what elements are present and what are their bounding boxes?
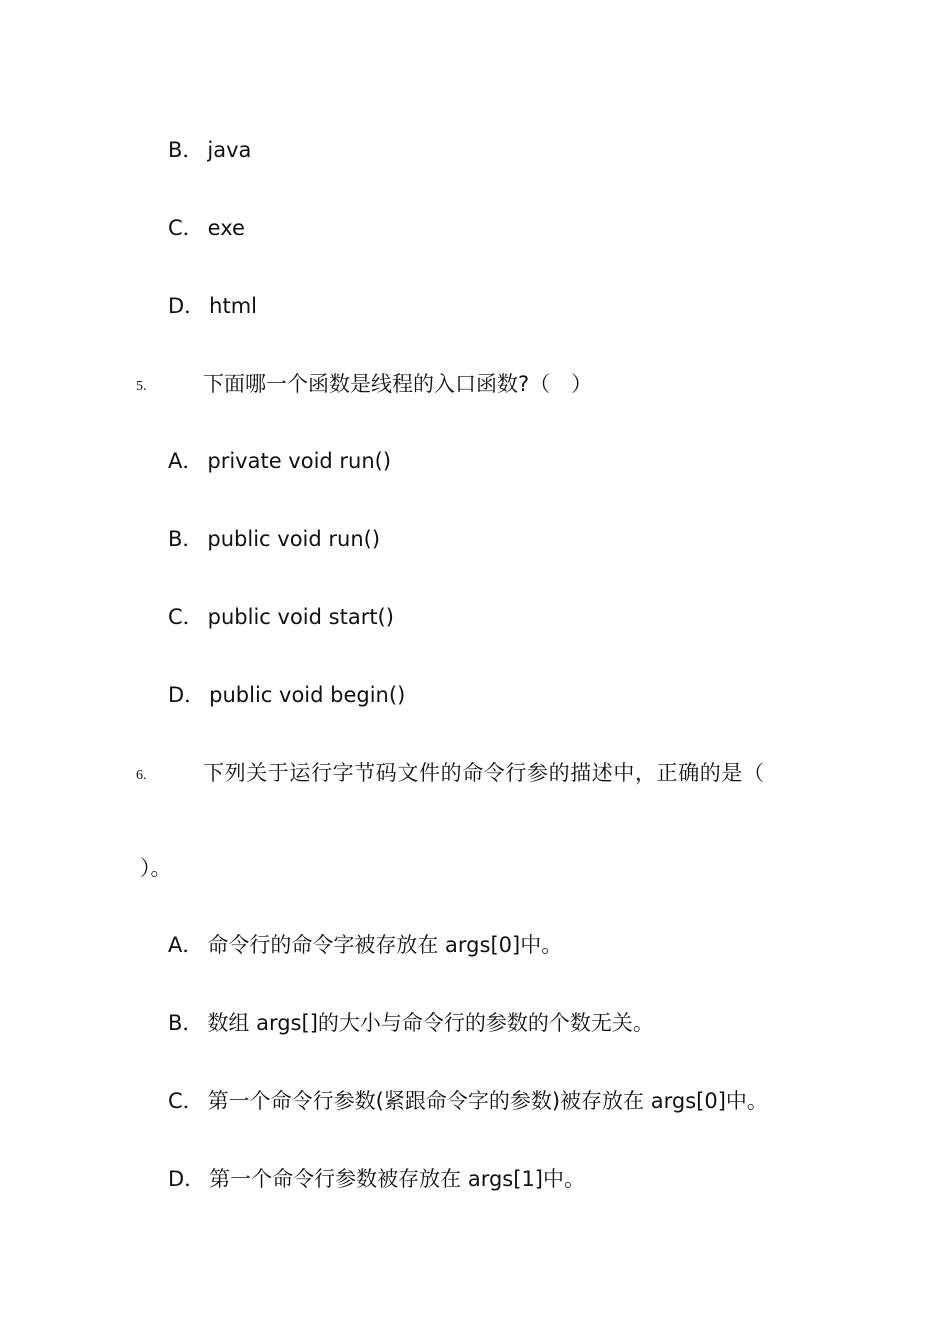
- option-letter: A．: [168, 449, 204, 473]
- q6-option-b: [168, 1010, 654, 1036]
- option-text: 第一个命令行参数被存放在 args[1]中。: [209, 1167, 585, 1191]
- option-letter: C．: [168, 605, 204, 629]
- option-text: exe: [207, 216, 245, 240]
- option-letter: D．: [168, 1167, 206, 1191]
- question-6-continuation: ）。: [140, 856, 172, 880]
- option-letter: B．: [168, 138, 204, 162]
- option-text: 命令行的命令字被存放在 args[0]中。: [207, 933, 563, 957]
- q4-option-d: [168, 293, 257, 319]
- option-letter: B．: [168, 527, 204, 551]
- option-text: java: [207, 138, 252, 162]
- question-text: 下面哪一个函数是线程的入口函数?（ ）: [203, 372, 593, 396]
- option-text: html: [209, 294, 258, 318]
- option-text: 第一个命令行参数(紧跟命令字的参数)被存放在 args[0]中。: [207, 1089, 768, 1113]
- q4-option-b: [168, 137, 251, 163]
- option-text: public void begin(): [209, 683, 406, 707]
- q5-option-a: [168, 448, 391, 474]
- option-letter: D．: [168, 294, 206, 318]
- q6-option-d: [168, 1166, 585, 1192]
- q5-option-d: [168, 682, 405, 708]
- q6-option-a: [168, 932, 562, 958]
- q4-option-c: [168, 215, 245, 241]
- option-text: public void run(): [207, 527, 381, 551]
- option-letter: D．: [168, 683, 206, 707]
- question-number: 5.: [136, 379, 147, 394]
- q5-option-b: [168, 526, 380, 552]
- q6-option-c: [168, 1088, 768, 1114]
- question-text: 下列关于运行字节码文件的命令行参的描述中，正确的是（: [203, 761, 765, 785]
- option-text: 数组 args[]的大小与命令行的参数的个数无关。: [207, 1011, 654, 1035]
- option-text: public void start(): [207, 605, 394, 629]
- option-letter: C．: [168, 1089, 204, 1113]
- q5-option-c: [168, 604, 394, 630]
- option-text: private void run(): [207, 449, 392, 473]
- option-letter: C．: [168, 216, 204, 240]
- question-number: 6.: [136, 768, 147, 783]
- option-letter: B．: [168, 1011, 204, 1035]
- option-letter: A．: [168, 933, 204, 957]
